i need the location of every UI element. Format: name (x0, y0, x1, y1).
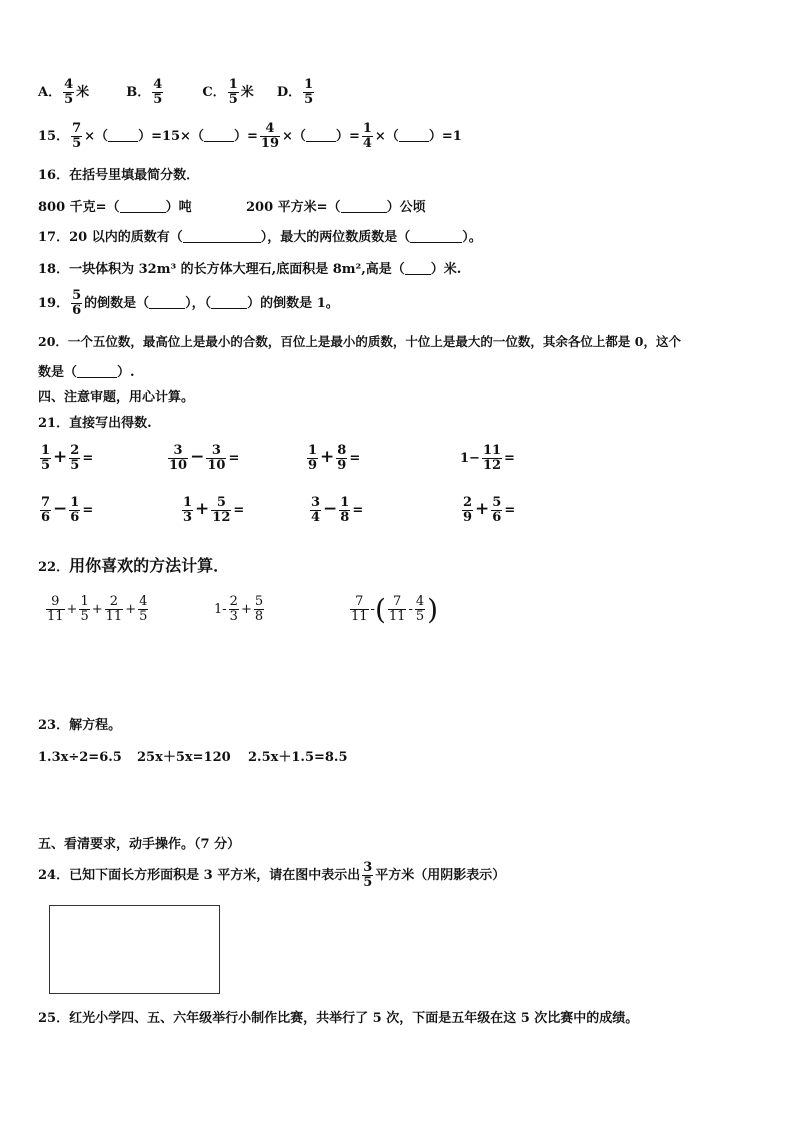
equation-1: 1.3x÷2=6.5 (38, 750, 122, 765)
answer-blank[interactable] (410, 230, 462, 243)
calc-item: $\frac{1}{5}$ + $\frac{2}{5}$ = (41, 443, 94, 473)
answer-blank[interactable] (204, 129, 234, 142)
answer-blank[interactable] (108, 129, 138, 142)
expression-1: $\frac{9}{11}$ + $\frac{1}{5}$ + $\frac{2}{11}$ + $\frac{4}{5}$ (47, 594, 148, 624)
equation-3: 2.5x＋1.5=8.5 (248, 750, 348, 765)
option-b-fraction: $\frac{4}{5}$ (153, 77, 163, 107)
calc-item: 1− $\frac{11}{12}$ = (460, 443, 515, 473)
equation-2: 25x＋5x=120 (137, 750, 231, 765)
option-c-fraction: $\frac{1}{5}$ (228, 77, 238, 107)
calc-item: $\frac{1}{3}$ + $\frac{5}{12}$ = (183, 495, 245, 525)
calc-item: $\frac{2}{9}$ + $\frac{5}{6}$ = (463, 495, 516, 525)
question-23-title: 23．解方程。 (38, 718, 122, 733)
answer-blank[interactable] (77, 365, 117, 378)
answer-blank[interactable] (183, 230, 261, 243)
question-20-line1: 20．一个五位数，最高位上是最小的合数，百位上是最小的质数，十位上是最大的一位数，其余各位上都是 0，这个 (38, 334, 681, 349)
calc-item: $\frac{3}{4}$ − $\frac{1}{8}$ = (311, 495, 364, 525)
calc-item: $\frac{3}{10}$ − $\frac{3}{10}$ = (169, 443, 240, 473)
question-19: 19． $\frac{5}{6}$ 的倒数是（ ），（ ）的倒数是 1。 (38, 288, 339, 318)
question-25: 25．红光小学四、五、六年级举行小制作比赛，共举行了 5 次，下面是五年级在这 5 次比赛中的成绩。 (38, 1011, 639, 1026)
answer-blank[interactable] (211, 296, 247, 309)
answer-blank[interactable] (149, 296, 185, 309)
calc-item: $\frac{7}{6}$ − $\frac{1}{6}$ = (41, 495, 94, 525)
option-d-label: D． (276, 85, 302, 100)
option-c-label: C． (202, 85, 226, 100)
fraction: $\frac{7}{5}$ (72, 121, 82, 151)
answer-blank[interactable] (399, 129, 429, 142)
option-a-label: A． (38, 85, 62, 100)
question-21-title: 21．直接写出得数. (38, 416, 152, 431)
question-16-title: 16．在括号里填最简分数． (38, 168, 200, 183)
expression-2: 1- $\frac{2}{3}$ + $\frac{5}{8}$ (214, 594, 264, 624)
question-15: 15． $\frac{7}{5}$ ×（ ）=15×（ ）= $\frac{4}{19}$ ×（ ）= $\frac{1}{4}$ ×（ ）=1 (38, 121, 462, 151)
option-b-label: B． (126, 85, 151, 100)
answer-blank[interactable] (405, 262, 431, 275)
section-4-heading: 四、注意审题，用心计算。 (38, 390, 195, 405)
expression-3: $\frac{7}{11}$ -( $\frac{7}{11}$ - $\frac{4}{5}$ ) (351, 592, 439, 626)
answer-blank[interactable] (120, 200, 166, 213)
option-a-fraction: $\frac{4}{5}$ (64, 77, 74, 107)
fraction: $\frac{4}{19}$ (260, 121, 279, 151)
question-17: 17．20 以内的质数有（ ），最大的两位数质数是（ ）。 (38, 230, 482, 245)
question-24: 24．已知下面长方形面积是 3 平方米，请在图中表示出 $\frac{3}{5}$ 平方米（用阴影表示） (38, 860, 506, 890)
section-5-heading: 五、看清要求，动手操作。（7 分） (38, 837, 241, 852)
fraction: $\frac{1}{4}$ (362, 121, 372, 151)
answer-blank[interactable] (341, 200, 387, 213)
question-16-left: 800 千克=（ ）吨 (38, 200, 192, 215)
option-d-fraction: $\frac{1}{5}$ (304, 77, 314, 107)
question-18: 18．一块体积为 32m³ 的长方体大理石,底面积是 8m²,高是（ ）米. (38, 262, 462, 277)
fraction: $\frac{3}{5}$ (363, 860, 373, 890)
fraction: $\frac{5}{6}$ (72, 288, 82, 318)
question-number: 15． (38, 129, 70, 144)
option-a-unit: 米 (76, 85, 90, 100)
question-22-title: 22．用你喜欢的方法计算． (38, 556, 230, 575)
answer-blank[interactable] (306, 129, 336, 142)
rectangle-figure[interactable] (49, 905, 220, 994)
q14-options (38, 78, 316, 107)
option-c-unit: 米 (240, 85, 254, 100)
calc-item: $\frac{1}{9}$ + $\frac{8}{9}$ = (308, 443, 361, 473)
question-20-line2: 数是（ ）. (38, 365, 135, 380)
question-16-right: 200 平方米=（ ）公顷 (246, 200, 426, 215)
